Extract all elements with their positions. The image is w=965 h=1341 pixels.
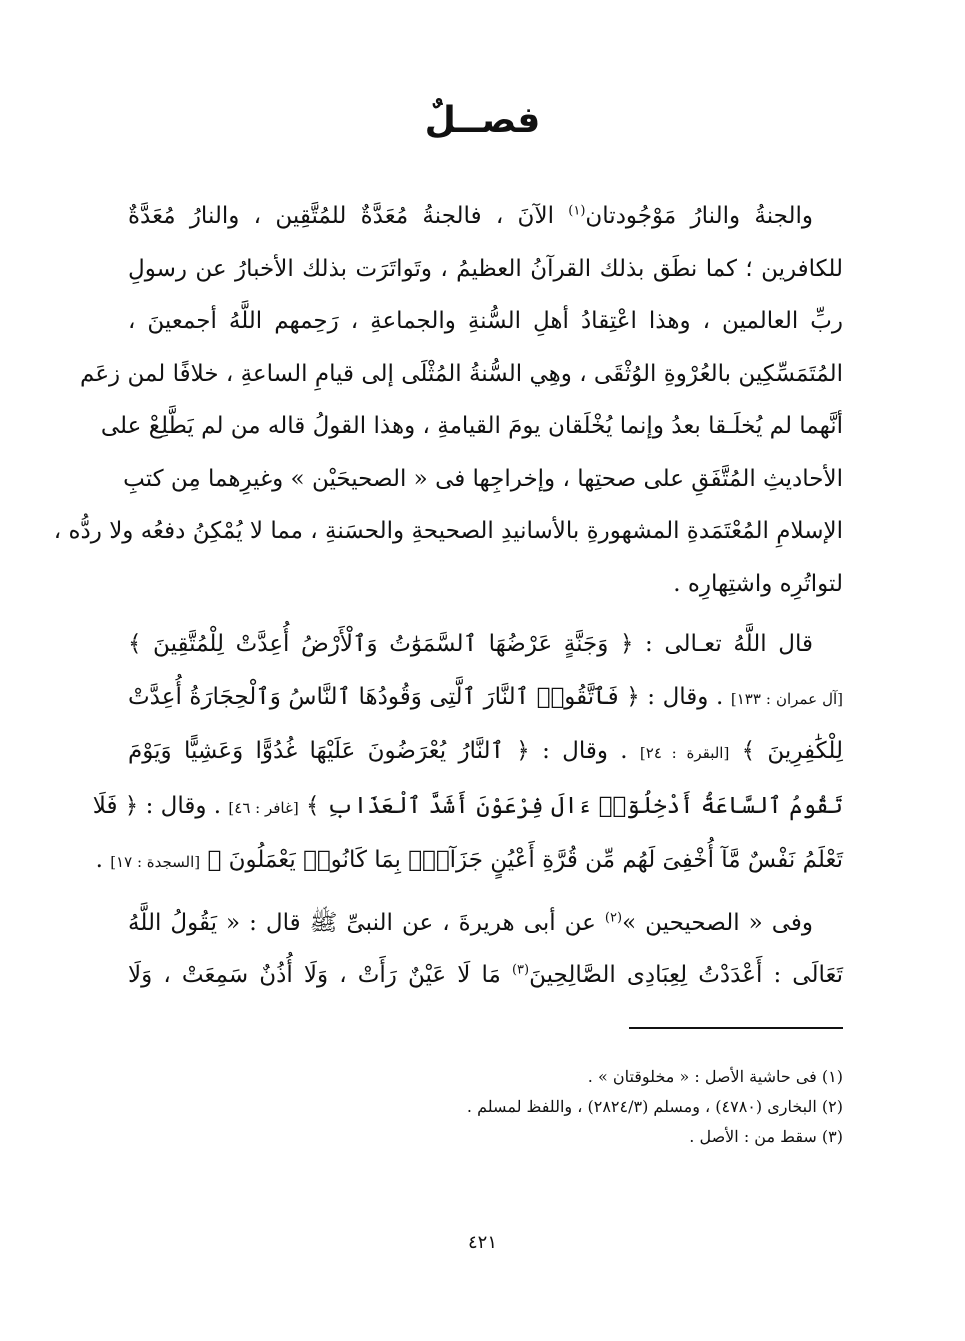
text-line bbox=[128, 190, 843, 243]
citation: [البقرة : ٢٤] bbox=[639, 744, 730, 762]
text-segment: . وقال : ﴿ ٱلنَّارُ يُعْرَضُونَ عَلَيْهَا غُدُوًّا وَعَشِيًّا وَيَوْمَ bbox=[128, 738, 640, 764]
text-line: لتواتُرِه واشتِهارِه . bbox=[673, 570, 843, 597]
footnote-divider bbox=[629, 1027, 843, 1029]
page-number: ٤٢١ bbox=[467, 1232, 497, 1253]
text-line: أنَّهما لم يُخلَـقا بعدُ وإنما يُخْلَقان يومَ القيامةِ ، وهذا القولُ قاله من لم يَطَّلِعْ على bbox=[100, 413, 843, 439]
text-line bbox=[95, 834, 843, 889]
text-segment: . bbox=[95, 847, 111, 873]
citation: [آل عمران : ١٣٣] bbox=[730, 689, 843, 708]
text-line bbox=[128, 949, 843, 1002]
text-segment: الآنَ ، فالجنةُ مُعَدَّةٌ للمُتَّقِين ، والنارُ مُعَدَّةٌ bbox=[128, 203, 569, 229]
text-segment: تَعْلَمُ نَفْسٌ مَّآ أُخْفِىَ لَهُم مِّن قُرَّةِ أَعْيُنٍ جَزَآءًۢ بِمَا كَانُوا۟ يَعْمَلُونَ ﴾ bbox=[200, 847, 843, 873]
paragraph-gap bbox=[128, 889, 843, 897]
text-line: قال اللَّهُ تعـالى : ﴿ وَجَنَّةٍ عَرْضُهَا ٱلسَّمَوَٰتُ وَٱلْأَرْضُ أُعِدَّتْ لِلْمُتَّقِينَ ﴾ bbox=[128, 631, 813, 657]
text-line bbox=[128, 897, 843, 950]
chapter-title: فصــلٌ bbox=[424, 100, 541, 141]
text-segment: تَقُومُ ٱلسَّاعَةُ أَدْخِلُوٓا۟ ءَالَ فِرْعَوْنَ أَشَدَّ ٱلْعَذَابِ ﴾ bbox=[298, 792, 843, 819]
text-segment: لِلْكَٰفِرِينَ ﴾ bbox=[729, 738, 843, 764]
text-segment: عن أبى هريرةَ ، عن النبىِّ ﷺ قال : « يَقُولُ اللَّهُ bbox=[128, 909, 605, 936]
text-line: الأحاديثِ المُتَّفَقِ على صحتِها ، وإخراجِها فى « الصحيحَيْن » وغيرِهما مِن كتبِ bbox=[123, 465, 843, 492]
footnotes bbox=[128, 1062, 843, 1152]
citation: [السجدة : ١٧] bbox=[110, 853, 201, 871]
text-line: المُتَمَسِّكِين بالعُرْوةِ الوُثْقَى ، وهِي السُّنةُ المُثْلَى إلى قيامِ الساعةِ ، خلافًا لمن زعَم bbox=[80, 360, 843, 387]
text-line bbox=[128, 671, 843, 726]
footnote: (٣) سقط من : الأصل . bbox=[689, 1127, 843, 1146]
footnote: (٢) البخارى (٤٧٨٠) ، ومسلم (٢٨٢٤/٣) ، واللفظ لمسلم . bbox=[466, 1097, 843, 1116]
footnote: (١) فى حاشية الأصل : « مخلوقتان » . bbox=[587, 1067, 843, 1086]
footnote-marker: (٢) bbox=[604, 909, 623, 925]
paragraph-gap bbox=[128, 610, 843, 618]
footnote-marker: (٣) bbox=[511, 962, 530, 978]
text-line: ربِّ العالمين ، وهذا اعْتِقادُ أهلِ السُّنةِ والجماعةِ ، رَحِمهم اللَّهُ أجمعينَ ، bbox=[128, 308, 843, 334]
text-line bbox=[128, 725, 843, 780]
text-segment: . وقال : ﴿ فَٱتَّقُوا۟ ٱلنَّارَ ٱلَّتِى وَقُودُهَا ٱلنَّاسُ وَٱلْحِجَارَةُ أُعِدَّتْ bbox=[128, 683, 731, 710]
text-segment: . وقال : ﴿ فَلَا bbox=[92, 792, 229, 819]
text-line: للكافرين ؛ كما نطَق بذلك القرآنُ العظيمُ ، وتَواتَرَت بذلك الأخبارُ عن رسولِ bbox=[128, 255, 843, 282]
text-segment: تَعَالَى : أَعْدَدْتُ لِعِبَادِى الصَّالِحِينَ bbox=[529, 962, 843, 988]
footnote-marker: (١) bbox=[568, 203, 586, 219]
main-text bbox=[53, 190, 843, 1002]
text-line bbox=[92, 780, 843, 835]
text-segment: وفى « الصحيحين » bbox=[622, 909, 813, 936]
citation: [غافر : ٤٦] bbox=[228, 798, 299, 817]
text-line: الإسلامِ المُعْتَمَدةِ المشهورةِ بالأسانيدِ الصحيحةِ والحسَنةِ ، مما لا يُمْكِنُ دفعُه ولا ردُّه ، bbox=[53, 518, 843, 544]
text-segment: والجنةُ والنارُ مَوْجُودتان bbox=[585, 203, 813, 229]
text-segment: مَا لَا عَيْنٌ رَأَتْ ، وَلَا أُذُنٌ سَمِعَتْ ، وَلَا bbox=[128, 962, 512, 988]
